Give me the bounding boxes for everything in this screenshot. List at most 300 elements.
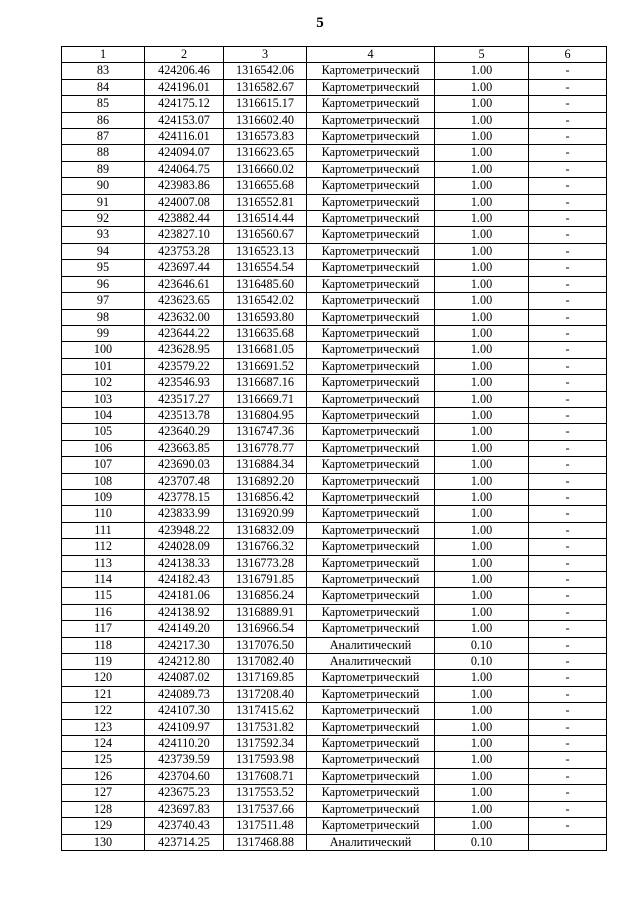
x-coordinate-cell: 423778.15 xyxy=(145,489,224,505)
point-number-cell: 91 xyxy=(62,194,145,210)
x-coordinate-cell: 424089.73 xyxy=(145,686,224,702)
note-cell: - xyxy=(529,260,607,276)
x-coordinate-cell: 424153.07 xyxy=(145,112,224,128)
table-row xyxy=(62,358,607,374)
y-coordinate-cell: 1316635.68 xyxy=(224,325,307,341)
y-coordinate-cell: 1316856.24 xyxy=(224,588,307,604)
accuracy-cell: 1.00 xyxy=(435,424,529,440)
y-coordinate-cell: 1317608.71 xyxy=(224,768,307,784)
note-cell: - xyxy=(529,161,607,177)
method-cell: Картометрический xyxy=(307,391,435,407)
table-row xyxy=(62,506,607,522)
table-row xyxy=(62,522,607,538)
table-row xyxy=(62,211,607,227)
y-coordinate-cell: 1316485.60 xyxy=(224,276,307,292)
point-number-cell: 100 xyxy=(62,342,145,358)
point-number-cell: 84 xyxy=(62,79,145,95)
x-coordinate-cell: 423646.61 xyxy=(145,276,224,292)
y-coordinate-cell: 1316523.13 xyxy=(224,243,307,259)
table-row xyxy=(62,407,607,423)
x-coordinate-cell: 423697.44 xyxy=(145,260,224,276)
coordinates-table xyxy=(61,46,607,851)
table-row xyxy=(62,588,607,604)
point-number-cell: 88 xyxy=(62,145,145,161)
note-cell: - xyxy=(529,621,607,637)
point-number-cell: 96 xyxy=(62,276,145,292)
x-coordinate-cell: 423513.78 xyxy=(145,407,224,423)
accuracy-cell: 1.00 xyxy=(435,375,529,391)
table-row xyxy=(62,309,607,325)
method-cell: Картометрический xyxy=(307,79,435,95)
y-coordinate-cell: 1317076.50 xyxy=(224,637,307,653)
method-cell: Картометрический xyxy=(307,96,435,112)
accuracy-cell: 1.00 xyxy=(435,407,529,423)
y-coordinate-cell: 1316747.36 xyxy=(224,424,307,440)
method-cell: Картометрический xyxy=(307,555,435,571)
note-cell: - xyxy=(529,227,607,243)
table-row xyxy=(62,834,607,850)
note-cell: - xyxy=(529,342,607,358)
note-cell: - xyxy=(529,785,607,801)
accuracy-cell: 1.00 xyxy=(435,555,529,571)
point-number-cell: 126 xyxy=(62,768,145,784)
note-cell: - xyxy=(529,604,607,620)
note-cell: - xyxy=(529,211,607,227)
method-cell: Картометрический xyxy=(307,457,435,473)
y-coordinate-cell: 1316884.34 xyxy=(224,457,307,473)
table-row xyxy=(62,670,607,686)
table-row xyxy=(62,539,607,555)
y-coordinate-cell: 1316660.02 xyxy=(224,161,307,177)
point-number-cell: 130 xyxy=(62,834,145,850)
method-cell: Картометрический xyxy=(307,260,435,276)
accuracy-cell: 1.00 xyxy=(435,276,529,292)
table-row xyxy=(62,736,607,752)
accuracy-cell: 1.00 xyxy=(435,342,529,358)
note-cell: - xyxy=(529,555,607,571)
point-number-cell: 109 xyxy=(62,489,145,505)
x-coordinate-cell: 423697.83 xyxy=(145,801,224,817)
method-cell: Картометрический xyxy=(307,194,435,210)
y-coordinate-cell: 1316856.42 xyxy=(224,489,307,505)
table-row xyxy=(62,112,607,128)
note-cell: - xyxy=(529,129,607,145)
method-cell: Аналитический xyxy=(307,834,435,850)
note-cell: - xyxy=(529,79,607,95)
point-number-cell: 103 xyxy=(62,391,145,407)
method-cell: Картометрический xyxy=(307,604,435,620)
x-coordinate-cell: 424094.07 xyxy=(145,145,224,161)
x-coordinate-cell: 423640.29 xyxy=(145,424,224,440)
method-cell: Картометрический xyxy=(307,407,435,423)
point-number-cell: 120 xyxy=(62,670,145,686)
method-cell: Картометрический xyxy=(307,621,435,637)
method-cell: Картометрический xyxy=(307,489,435,505)
method-cell: Картометрический xyxy=(307,243,435,259)
point-number-cell: 119 xyxy=(62,654,145,670)
accuracy-cell: 1.00 xyxy=(435,391,529,407)
method-cell: Картометрический xyxy=(307,818,435,834)
y-coordinate-cell: 1317537.66 xyxy=(224,801,307,817)
y-coordinate-cell: 1316615.17 xyxy=(224,96,307,112)
accuracy-cell: 1.00 xyxy=(435,489,529,505)
note-cell: - xyxy=(529,293,607,309)
point-number-cell: 93 xyxy=(62,227,145,243)
x-coordinate-cell: 424182.43 xyxy=(145,572,224,588)
accuracy-cell: 1.00 xyxy=(435,457,529,473)
point-number-cell: 85 xyxy=(62,96,145,112)
accuracy-cell: 1.00 xyxy=(435,539,529,555)
note-cell: - xyxy=(529,391,607,407)
accuracy-cell: 1.00 xyxy=(435,112,529,128)
accuracy-cell: 1.00 xyxy=(435,145,529,161)
y-coordinate-cell: 1317593.98 xyxy=(224,752,307,768)
note-cell: - xyxy=(529,178,607,194)
y-coordinate-cell: 1316832.09 xyxy=(224,522,307,538)
method-cell: Картометрический xyxy=(307,112,435,128)
x-coordinate-cell: 423714.25 xyxy=(145,834,224,850)
accuracy-cell: 1.00 xyxy=(435,703,529,719)
note-cell: - xyxy=(529,801,607,817)
point-number-cell: 123 xyxy=(62,719,145,735)
table-row xyxy=(62,719,607,735)
method-cell: Картометрический xyxy=(307,506,435,522)
y-coordinate-cell: 1316542.02 xyxy=(224,293,307,309)
note-cell xyxy=(529,834,607,850)
x-coordinate-cell: 423623.65 xyxy=(145,293,224,309)
y-coordinate-cell: 1316920.99 xyxy=(224,506,307,522)
method-cell: Картометрический xyxy=(307,161,435,177)
column-header: 4 xyxy=(307,47,435,63)
y-coordinate-cell: 1316966.54 xyxy=(224,621,307,637)
accuracy-cell: 1.00 xyxy=(435,129,529,145)
note-cell: - xyxy=(529,670,607,686)
method-cell: Картометрический xyxy=(307,522,435,538)
x-coordinate-cell: 423739.59 xyxy=(145,752,224,768)
table-row xyxy=(62,637,607,653)
accuracy-cell: 1.00 xyxy=(435,686,529,702)
accuracy-cell: 1.00 xyxy=(435,522,529,538)
accuracy-cell: 1.00 xyxy=(435,604,529,620)
table-row xyxy=(62,489,607,505)
y-coordinate-cell: 1317082.40 xyxy=(224,654,307,670)
point-number-cell: 102 xyxy=(62,375,145,391)
method-cell: Картометрический xyxy=(307,703,435,719)
x-coordinate-cell: 423882.44 xyxy=(145,211,224,227)
x-coordinate-cell: 423740.43 xyxy=(145,818,224,834)
accuracy-cell: 1.00 xyxy=(435,572,529,588)
table-row xyxy=(62,325,607,341)
method-cell: Картометрический xyxy=(307,801,435,817)
point-number-cell: 98 xyxy=(62,309,145,325)
note-cell: - xyxy=(529,818,607,834)
method-cell: Картометрический xyxy=(307,588,435,604)
note-cell: - xyxy=(529,752,607,768)
note-cell: - xyxy=(529,489,607,505)
table-row xyxy=(62,145,607,161)
method-cell: Картометрический xyxy=(307,358,435,374)
accuracy-cell: 1.00 xyxy=(435,63,529,79)
method-cell: Картометрический xyxy=(307,145,435,161)
x-coordinate-cell: 423948.22 xyxy=(145,522,224,538)
column-header: 6 xyxy=(529,47,607,63)
y-coordinate-cell: 1316552.81 xyxy=(224,194,307,210)
y-coordinate-cell: 1316560.67 xyxy=(224,227,307,243)
table-row xyxy=(62,161,607,177)
note-cell: - xyxy=(529,522,607,538)
point-number-cell: 114 xyxy=(62,572,145,588)
y-coordinate-cell: 1316892.20 xyxy=(224,473,307,489)
table-row xyxy=(62,654,607,670)
point-number-cell: 107 xyxy=(62,457,145,473)
table-row xyxy=(62,440,607,456)
point-number-cell: 117 xyxy=(62,621,145,637)
point-number-cell: 104 xyxy=(62,407,145,423)
accuracy-cell: 1.00 xyxy=(435,358,529,374)
point-number-cell: 83 xyxy=(62,63,145,79)
accuracy-cell: 1.00 xyxy=(435,293,529,309)
y-coordinate-cell: 1316602.40 xyxy=(224,112,307,128)
table-row xyxy=(62,293,607,309)
y-coordinate-cell: 1316593.80 xyxy=(224,309,307,325)
accuracy-cell: 1.00 xyxy=(435,325,529,341)
method-cell: Картометрический xyxy=(307,178,435,194)
table-row xyxy=(62,621,607,637)
accuracy-cell: 1.00 xyxy=(435,768,529,784)
table-row xyxy=(62,686,607,702)
point-number-cell: 89 xyxy=(62,161,145,177)
table-row xyxy=(62,178,607,194)
x-coordinate-cell: 423704.60 xyxy=(145,768,224,784)
x-coordinate-cell: 423579.22 xyxy=(145,358,224,374)
point-number-cell: 95 xyxy=(62,260,145,276)
note-cell: - xyxy=(529,243,607,259)
accuracy-cell: 1.00 xyxy=(435,506,529,522)
x-coordinate-cell: 423753.28 xyxy=(145,243,224,259)
accuracy-cell: 1.00 xyxy=(435,719,529,735)
y-coordinate-cell: 1316554.54 xyxy=(224,260,307,276)
y-coordinate-cell: 1317415.62 xyxy=(224,703,307,719)
table-row xyxy=(62,243,607,259)
point-number-cell: 111 xyxy=(62,522,145,538)
note-cell: - xyxy=(529,63,607,79)
table-row xyxy=(62,96,607,112)
method-cell: Картометрический xyxy=(307,342,435,358)
table-row xyxy=(62,785,607,801)
table-row xyxy=(62,79,607,95)
table-row xyxy=(62,473,607,489)
method-cell: Картометрический xyxy=(307,719,435,735)
method-cell: Картометрический xyxy=(307,325,435,341)
accuracy-cell: 1.00 xyxy=(435,440,529,456)
note-cell: - xyxy=(529,588,607,604)
accuracy-cell: 1.00 xyxy=(435,243,529,259)
accuracy-cell: 1.00 xyxy=(435,801,529,817)
table-row xyxy=(62,424,607,440)
x-coordinate-cell: 424087.02 xyxy=(145,670,224,686)
x-coordinate-cell: 424206.46 xyxy=(145,63,224,79)
y-coordinate-cell: 1317511.48 xyxy=(224,818,307,834)
y-coordinate-cell: 1316542.06 xyxy=(224,63,307,79)
y-coordinate-cell: 1317169.85 xyxy=(224,670,307,686)
accuracy-cell: 1.00 xyxy=(435,211,529,227)
method-cell: Картометрический xyxy=(307,686,435,702)
y-coordinate-cell: 1316669.71 xyxy=(224,391,307,407)
table-row xyxy=(62,391,607,407)
y-coordinate-cell: 1316573.83 xyxy=(224,129,307,145)
accuracy-cell: 1.00 xyxy=(435,670,529,686)
note-cell: - xyxy=(529,325,607,341)
method-cell: Картометрический xyxy=(307,752,435,768)
table-row xyxy=(62,801,607,817)
method-cell: Картометрический xyxy=(307,572,435,588)
accuracy-cell: 1.00 xyxy=(435,736,529,752)
note-cell: - xyxy=(529,112,607,128)
point-number-cell: 125 xyxy=(62,752,145,768)
x-coordinate-cell: 423707.48 xyxy=(145,473,224,489)
method-cell: Картометрический xyxy=(307,211,435,227)
method-cell: Картометрический xyxy=(307,473,435,489)
x-coordinate-cell: 424007.08 xyxy=(145,194,224,210)
accuracy-cell: 1.00 xyxy=(435,309,529,325)
method-cell: Картометрический xyxy=(307,785,435,801)
x-coordinate-cell: 423546.93 xyxy=(145,375,224,391)
accuracy-cell: 0.10 xyxy=(435,637,529,653)
accuracy-cell: 1.00 xyxy=(435,752,529,768)
table-row xyxy=(62,768,607,784)
table-body xyxy=(62,63,607,851)
point-number-cell: 124 xyxy=(62,736,145,752)
accuracy-cell: 1.00 xyxy=(435,96,529,112)
point-number-cell: 128 xyxy=(62,801,145,817)
table-row xyxy=(62,194,607,210)
note-cell: - xyxy=(529,686,607,702)
accuracy-cell: 1.00 xyxy=(435,161,529,177)
y-coordinate-cell: 1316681.05 xyxy=(224,342,307,358)
accuracy-cell: 1.00 xyxy=(435,194,529,210)
x-coordinate-cell: 424110.20 xyxy=(145,736,224,752)
method-cell: Картометрический xyxy=(307,276,435,292)
note-cell: - xyxy=(529,440,607,456)
y-coordinate-cell: 1316691.52 xyxy=(224,358,307,374)
y-coordinate-cell: 1316791.85 xyxy=(224,572,307,588)
x-coordinate-cell: 424175.12 xyxy=(145,96,224,112)
point-number-cell: 129 xyxy=(62,818,145,834)
x-coordinate-cell: 423628.95 xyxy=(145,342,224,358)
table-header-row xyxy=(62,47,607,63)
point-number-cell: 87 xyxy=(62,129,145,145)
y-coordinate-cell: 1316655.68 xyxy=(224,178,307,194)
x-coordinate-cell: 423983.86 xyxy=(145,178,224,194)
point-number-cell: 101 xyxy=(62,358,145,374)
point-number-cell: 99 xyxy=(62,325,145,341)
note-cell: - xyxy=(529,309,607,325)
table-row xyxy=(62,818,607,834)
x-coordinate-cell: 423632.00 xyxy=(145,309,224,325)
y-coordinate-cell: 1316514.44 xyxy=(224,211,307,227)
y-coordinate-cell: 1316582.67 xyxy=(224,79,307,95)
y-coordinate-cell: 1316804.95 xyxy=(224,407,307,423)
point-number-cell: 86 xyxy=(62,112,145,128)
note-cell: - xyxy=(529,407,607,423)
note-cell: - xyxy=(529,572,607,588)
note-cell: - xyxy=(529,457,607,473)
note-cell: - xyxy=(529,654,607,670)
x-coordinate-cell: 424212.80 xyxy=(145,654,224,670)
note-cell: - xyxy=(529,194,607,210)
point-number-cell: 127 xyxy=(62,785,145,801)
point-number-cell: 118 xyxy=(62,637,145,653)
point-number-cell: 92 xyxy=(62,211,145,227)
table-row xyxy=(62,604,607,620)
accuracy-cell: 1.00 xyxy=(435,79,529,95)
x-coordinate-cell: 424181.06 xyxy=(145,588,224,604)
method-cell: Картометрический xyxy=(307,227,435,243)
accuracy-cell: 1.00 xyxy=(435,818,529,834)
y-coordinate-cell: 1316778.77 xyxy=(224,440,307,456)
x-coordinate-cell: 424116.01 xyxy=(145,129,224,145)
x-coordinate-cell: 424109.97 xyxy=(145,719,224,735)
point-number-cell: 105 xyxy=(62,424,145,440)
table-row xyxy=(62,63,607,79)
note-cell: - xyxy=(529,637,607,653)
x-coordinate-cell: 423663.85 xyxy=(145,440,224,456)
method-cell: Картометрический xyxy=(307,424,435,440)
accuracy-cell: 1.00 xyxy=(435,473,529,489)
method-cell: Картометрический xyxy=(307,539,435,555)
table-row xyxy=(62,375,607,391)
point-number-cell: 94 xyxy=(62,243,145,259)
x-coordinate-cell: 424149.20 xyxy=(145,621,224,637)
method-cell: Картометрический xyxy=(307,129,435,145)
accuracy-cell: 1.00 xyxy=(435,178,529,194)
point-number-cell: 110 xyxy=(62,506,145,522)
point-number-cell: 113 xyxy=(62,555,145,571)
x-coordinate-cell: 424064.75 xyxy=(145,161,224,177)
x-coordinate-cell: 424217.30 xyxy=(145,637,224,653)
x-coordinate-cell: 424028.09 xyxy=(145,539,224,555)
note-cell: - xyxy=(529,473,607,489)
y-coordinate-cell: 1317592.34 xyxy=(224,736,307,752)
point-number-cell: 112 xyxy=(62,539,145,555)
table-row xyxy=(62,260,607,276)
accuracy-cell: 1.00 xyxy=(435,227,529,243)
table-row xyxy=(62,227,607,243)
y-coordinate-cell: 1317208.40 xyxy=(224,686,307,702)
accuracy-cell: 0.10 xyxy=(435,834,529,850)
column-header: 3 xyxy=(224,47,307,63)
table-row xyxy=(62,129,607,145)
table-row xyxy=(62,276,607,292)
table-row xyxy=(62,555,607,571)
note-cell: - xyxy=(529,424,607,440)
x-coordinate-cell: 424138.92 xyxy=(145,604,224,620)
note-cell: - xyxy=(529,719,607,735)
method-cell: Картометрический xyxy=(307,670,435,686)
y-coordinate-cell: 1317468.88 xyxy=(224,834,307,850)
point-number-cell: 97 xyxy=(62,293,145,309)
note-cell: - xyxy=(529,375,607,391)
note-cell: - xyxy=(529,736,607,752)
y-coordinate-cell: 1317531.82 xyxy=(224,719,307,735)
method-cell: Картометрический xyxy=(307,293,435,309)
table-row xyxy=(62,752,607,768)
column-header: 5 xyxy=(435,47,529,63)
method-cell: Картометрический xyxy=(307,309,435,325)
point-number-cell: 90 xyxy=(62,178,145,194)
x-coordinate-cell: 424138.33 xyxy=(145,555,224,571)
x-coordinate-cell: 423675.23 xyxy=(145,785,224,801)
